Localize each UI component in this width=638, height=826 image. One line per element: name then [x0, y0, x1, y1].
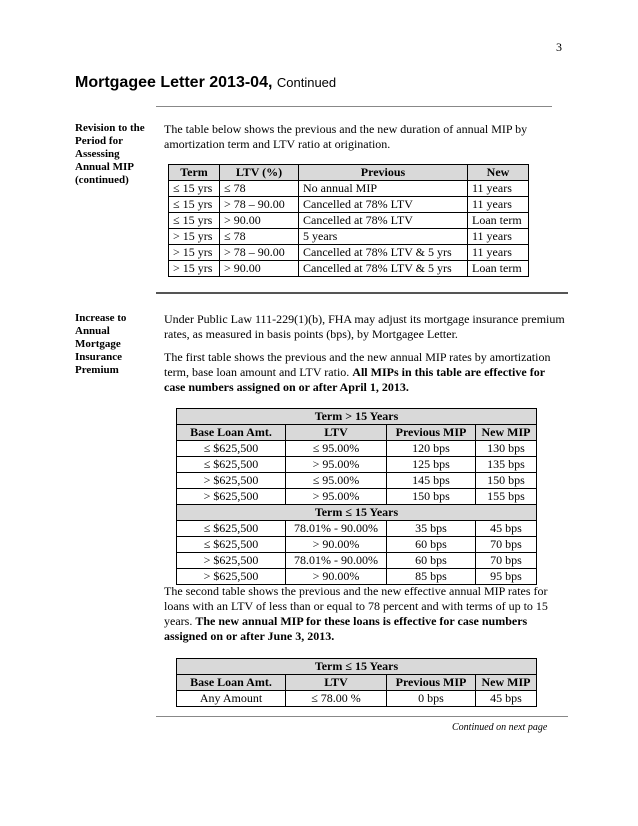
side-label-line: Period for	[75, 135, 123, 147]
cell: Cancelled at 78% LTV	[299, 213, 468, 229]
section2-para2	[164, 350, 568, 395]
cell: 135 bps	[476, 457, 537, 473]
continued-note: Continued on next page	[452, 722, 548, 733]
cell: ≤ 95.00%	[286, 473, 387, 489]
title-main: Mortgagee Letter 2013-04,	[75, 74, 273, 91]
title-continued: Continued	[276, 75, 337, 90]
table-row	[169, 213, 529, 229]
table-row	[169, 245, 529, 261]
cell: 125 bps	[387, 457, 476, 473]
cell: > 78 – 90.00	[220, 245, 299, 261]
cell: 78.01% - 90.00%	[286, 553, 387, 569]
cell: > 95.00%	[286, 489, 387, 505]
side-label-line: Increase to	[75, 312, 127, 324]
table-row	[177, 553, 537, 569]
divider-bottom	[156, 716, 568, 717]
table-row	[177, 569, 537, 585]
cell: 70 bps	[476, 553, 537, 569]
cell: > $625,500	[177, 569, 286, 585]
cell: ≤ $625,500	[177, 457, 286, 473]
cell: 60 bps	[387, 553, 476, 569]
cell: 0 bps	[387, 691, 476, 707]
cell: 11 years	[468, 181, 529, 197]
para2-bold: All MIPs in this table are effective for case numbers assigned on or after April 1, 2013.	[164, 365, 545, 394]
table-row	[169, 181, 529, 197]
side-label-line: Annual MIP	[75, 161, 134, 173]
cell: 35 bps	[387, 521, 476, 537]
para2-plain: The first table shows the previous and the new annual MIP rates by amortization term, base loan amount and LTV ratio.	[164, 350, 551, 379]
cell: > 90.00%	[286, 537, 387, 553]
col-header: Term	[169, 165, 220, 181]
cell: 60 bps	[387, 537, 476, 553]
mip-rates-table	[176, 408, 537, 585]
cell: 5 years	[299, 229, 468, 245]
cell: ≤ $625,500	[177, 521, 286, 537]
cell: 120 bps	[387, 441, 476, 457]
group-title: Term ≤ 15 Years	[177, 659, 537, 675]
col-header: Previous MIP	[387, 425, 476, 441]
cell: 145 bps	[387, 473, 476, 489]
cell: ≤ $625,500	[177, 537, 286, 553]
group-title-row	[177, 505, 537, 521]
cell: > 90.00	[220, 261, 299, 277]
para3-plain: The second table shows the previous and the new effective annual MIP rates for loans with an LTV of less than or equal to 78 percent and with terms of up to 15 years.	[164, 584, 548, 628]
divider-section	[156, 292, 568, 294]
cell: > 90.00%	[286, 569, 387, 585]
cell: > $625,500	[177, 553, 286, 569]
table-row	[177, 473, 537, 489]
cell: ≤ 78	[220, 229, 299, 245]
cell: > 95.00%	[286, 457, 387, 473]
side-label-line: (continued)	[75, 174, 129, 186]
table-row	[177, 537, 537, 553]
side-label-line: Mortgage	[75, 338, 121, 350]
cell: > 78 – 90.00	[220, 197, 299, 213]
side-label-line: Revision to the	[75, 122, 145, 134]
cell: > 15 yrs	[169, 261, 220, 277]
cell: 70 bps	[476, 537, 537, 553]
cell: 11 years	[468, 197, 529, 213]
side-label-line: Assessing	[75, 148, 120, 160]
side-label-line: Annual	[75, 325, 110, 337]
cell: Cancelled at 78% LTV & 5 yrs	[299, 261, 468, 277]
page-number: 3	[556, 40, 562, 54]
section2-para1: Under Public Law 111-229(1)(b), FHA may adjust its mortgage insurance premium rates, as measured in basis points (bps), by Mortgagee Letter.	[164, 312, 565, 341]
col-header: Previous	[299, 165, 468, 181]
page-title	[75, 74, 336, 92]
cell: 150 bps	[387, 489, 476, 505]
col-header: New MIP	[476, 675, 537, 691]
table-row	[169, 261, 529, 277]
col-header: Base Loan Amt.	[177, 675, 286, 691]
mip-table-78ltv	[176, 658, 537, 707]
table-row	[177, 691, 537, 707]
cell: > $625,500	[177, 489, 286, 505]
table-row	[177, 441, 537, 457]
section1-intro: The table below shows the previous and the new duration of annual MIP by amortization term and LTV ratio at origination.	[164, 122, 528, 151]
side-label-revision	[75, 122, 157, 187]
duration-table	[168, 164, 529, 277]
group-title: Term ≤ 15 Years	[177, 505, 537, 521]
col-header: LTV (%)	[220, 165, 299, 181]
side-label-increase	[75, 312, 157, 377]
cell: No annual MIP	[299, 181, 468, 197]
table-row	[177, 457, 537, 473]
para3-bold: The new annual MIP for these loans is effective for case numbers assigned on or after June 3, 2013.	[164, 614, 528, 643]
group-title-row	[177, 409, 537, 425]
col-header: Base Loan Amt.	[177, 425, 286, 441]
table-header-row	[169, 165, 529, 181]
cell: ≤ 15 yrs	[169, 197, 220, 213]
cell: 45 bps	[476, 691, 537, 707]
col-header: Previous MIP	[387, 675, 476, 691]
section2-para3	[164, 584, 568, 644]
cell: > 90.00	[220, 213, 299, 229]
group-title: Term > 15 Years	[177, 409, 537, 425]
table-row	[169, 197, 529, 213]
cell: ≤ 15 yrs	[169, 181, 220, 197]
cell: Any Amount	[177, 691, 286, 707]
cell: 45 bps	[476, 521, 537, 537]
cell: ≤ $625,500	[177, 441, 286, 457]
cell: 155 bps	[476, 489, 537, 505]
table-row	[177, 521, 537, 537]
cell: 95 bps	[476, 569, 537, 585]
table-header-row	[177, 425, 537, 441]
cell: Loan term	[468, 213, 529, 229]
table-row	[169, 229, 529, 245]
table-row	[177, 489, 537, 505]
cell: > 15 yrs	[169, 229, 220, 245]
col-header: LTV	[286, 425, 387, 441]
cell: Cancelled at 78% LTV	[299, 197, 468, 213]
cell: ≤ 95.00%	[286, 441, 387, 457]
cell: 11 years	[468, 245, 529, 261]
cell: Cancelled at 78% LTV & 5 yrs	[299, 245, 468, 261]
cell: > 15 yrs	[169, 245, 220, 261]
col-header: New	[468, 165, 529, 181]
table-header-row	[177, 675, 537, 691]
cell: 78.01% - 90.00%	[286, 521, 387, 537]
group-title-row	[177, 659, 537, 675]
cell: Loan term	[468, 261, 529, 277]
cell: ≤ 78.00 %	[286, 691, 387, 707]
cell: ≤ 15 yrs	[169, 213, 220, 229]
side-label-line: Insurance	[75, 351, 123, 363]
cell: > $625,500	[177, 473, 286, 489]
col-header: New MIP	[476, 425, 537, 441]
col-header: LTV	[286, 675, 387, 691]
cell: 11 years	[468, 229, 529, 245]
cell: 85 bps	[387, 569, 476, 585]
cell: 130 bps	[476, 441, 537, 457]
cell: 150 bps	[476, 473, 537, 489]
cell: ≤ 78	[220, 181, 299, 197]
side-label-line: Premium	[75, 364, 119, 376]
divider-top	[156, 106, 552, 107]
